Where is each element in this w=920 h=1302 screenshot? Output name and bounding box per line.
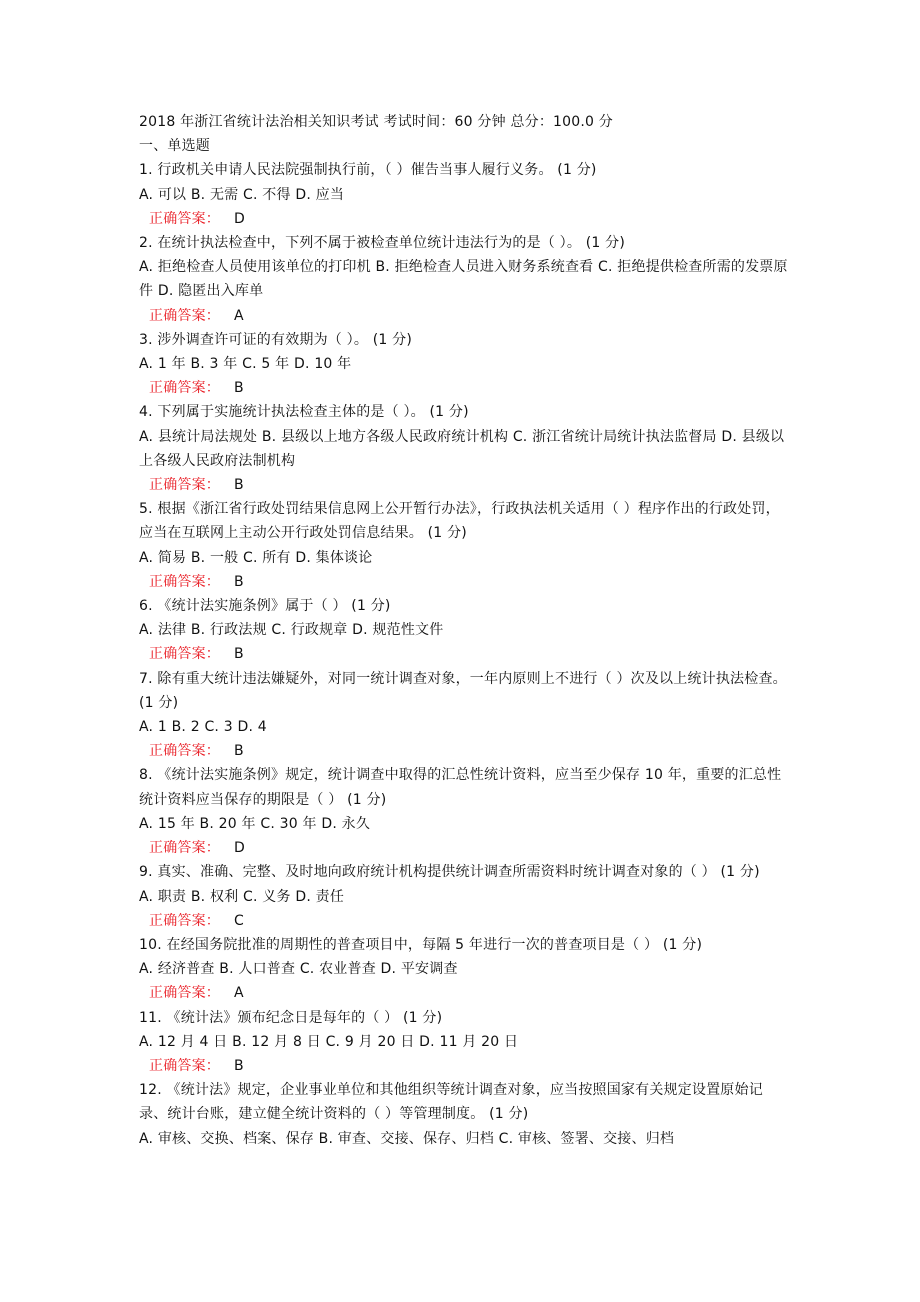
question-item [139,158,791,231]
question-item [139,400,791,497]
answer-row [139,304,791,328]
question-stem: 10. 在经国务院批准的周期性的普查项目中，每隔 5 年进行一次的普查项目是（ ） (1 分) [139,936,703,953]
question-item [139,1078,791,1151]
answer-row [139,473,791,497]
answer-row [139,1054,791,1078]
question-options: A. 审核、交换、档案、保存 B. 审查、交接、保存、归档 C. 审核、签署、交接、归档 [139,1130,675,1147]
question-stem: 2. 在统计执法检查中，下列不属于被检查单位统计违法行为的是（ ）。 (1 分) [139,235,625,252]
exam-document [139,110,791,1151]
answer-value: B [234,646,244,663]
answer-value: A [234,985,244,1002]
question-options: A. 职责 B. 权利 C. 义务 D. 责任 [139,888,345,905]
question-options: A. 经济普查 B. 人口普查 C. 农业普查 D. 平安调查 [139,961,458,978]
answer-value: B [234,743,244,760]
question-item [139,497,791,594]
answer-label: 正确答案： [149,985,220,1002]
question-stem: 8. 《统计法实施条例》规定，统计调查中取得的汇总性统计资料，应当至少保存 10 年，重要的汇总性统计资料应当保存的期限是（ ） (1 分) [139,767,782,808]
answer-row [139,981,791,1005]
question-options: A. 15 年 B. 20 年 C. 30 年 D. 永久 [139,815,371,832]
answer-label: 正确答案： [149,912,220,929]
answer-label: 正确答案： [149,477,220,494]
question-stem: 11. 《统计法》颁布纪念日是每年的（ ） (1 分) [139,1009,443,1026]
answer-row [139,909,791,933]
answer-label: 正确答案： [149,307,220,324]
answer-label: 正确答案： [149,646,220,663]
answer-row [139,570,791,594]
question-options: A. 县统计局法规处 B. 县级以上地方各级人民政府统计机构 C. 浙江省统计局统计执法监督局 D. 县级以上各级人民政府法制机构 [139,428,785,469]
question-stem: 7. 除有重大统计违法嫌疑外，对同一统计调查对象，一年内原则上不进行（ ）次及以上统计执法检查。 (1 分) [139,670,787,711]
answer-value: B [234,1057,244,1074]
answer-value: D [234,840,245,857]
answer-value: A [234,307,244,324]
answer-row [139,739,791,763]
question-item [139,933,791,1006]
question-options: A. 1 B. 2 C. 3 D. 4 [139,719,267,736]
question-item [139,594,791,667]
question-options: A. 1 年 B. 3 年 C. 5 年 D. 10 年 [139,356,352,373]
question-stem: 1. 行政机关申请人民法院强制执行前，（ ）催告当事人履行义务。 (1 分) [139,162,597,179]
question-item [139,231,791,328]
question-options: A. 可以 B. 无需 C. 不得 D. 应当 [139,186,345,203]
answer-label: 正确答案： [149,380,220,397]
question-options: A. 12 月 4 日 B. 12 月 8 日 C. 9 月 20 日 D. 11 月 20 日 [139,1033,519,1050]
question-stem: 9. 真实、准确、完整、及时地向政府统计机构提供统计调查所需资料时统计调查对象的（ ） (1 分) [139,864,760,881]
answer-label: 正确答案： [149,210,220,227]
question-options: A. 简易 B. 一般 C. 所有 D. 集体谈论 [139,549,373,566]
answer-value: B [234,380,244,397]
answer-value: B [234,477,244,494]
question-item [139,1006,791,1079]
answer-row [139,376,791,400]
answer-label: 正确答案： [149,1057,220,1074]
answer-row [139,207,791,231]
section-heading: 一、单选题 [139,138,210,155]
question-stem: 4. 下列属于实施统计执法检查主体的是（ ）。 (1 分) [139,404,469,421]
answer-row [139,642,791,666]
answer-value: B [234,573,244,590]
question-stem: 12. 《统计法》规定，企业事业单位和其他组织等统计调查对象，应当按照国家有关规定设置原始记录、统计台账，建立健全统计资料的（ ）等管理制度。 (1 分) [139,1082,763,1123]
question-item [139,667,791,764]
exam-title: 2018 年浙江省统计法治相关知识考试 考试时间：60 分钟 总分：100.0 分 [139,114,613,130]
question-stem: 3. 涉外调查许可证的有效期为（ ）。 (1 分) [139,331,412,348]
answer-label: 正确答案： [149,743,220,760]
answer-label: 正确答案： [149,840,220,857]
question-stem: 5. 根据《浙江省行政处罚结果信息网上公开暂行办法》，行政执法机关适用（ ）程序作出的行政处罚，应当在互联网上主动公开行政处罚信息结果。 (1 分) [139,501,780,542]
question-stem: 6. 《统计法实施条例》属于（ ） (1 分) [139,598,391,615]
answer-row [139,836,791,860]
answer-value: D [234,210,245,227]
question-item [139,763,791,860]
question-options: A. 拒绝检查人员使用该单位的打印机 B. 拒绝检查人员进入财务系统查看 C. 拒绝提供检查所需的发票原件 D. 隐匿出入库单 [139,259,788,300]
question-item [139,860,791,933]
question-options: A. 法律 B. 行政法规 C. 行政规章 D. 规范性文件 [139,622,444,639]
question-item [139,328,791,401]
answer-label: 正确答案： [149,573,220,590]
answer-value: C [234,912,244,929]
